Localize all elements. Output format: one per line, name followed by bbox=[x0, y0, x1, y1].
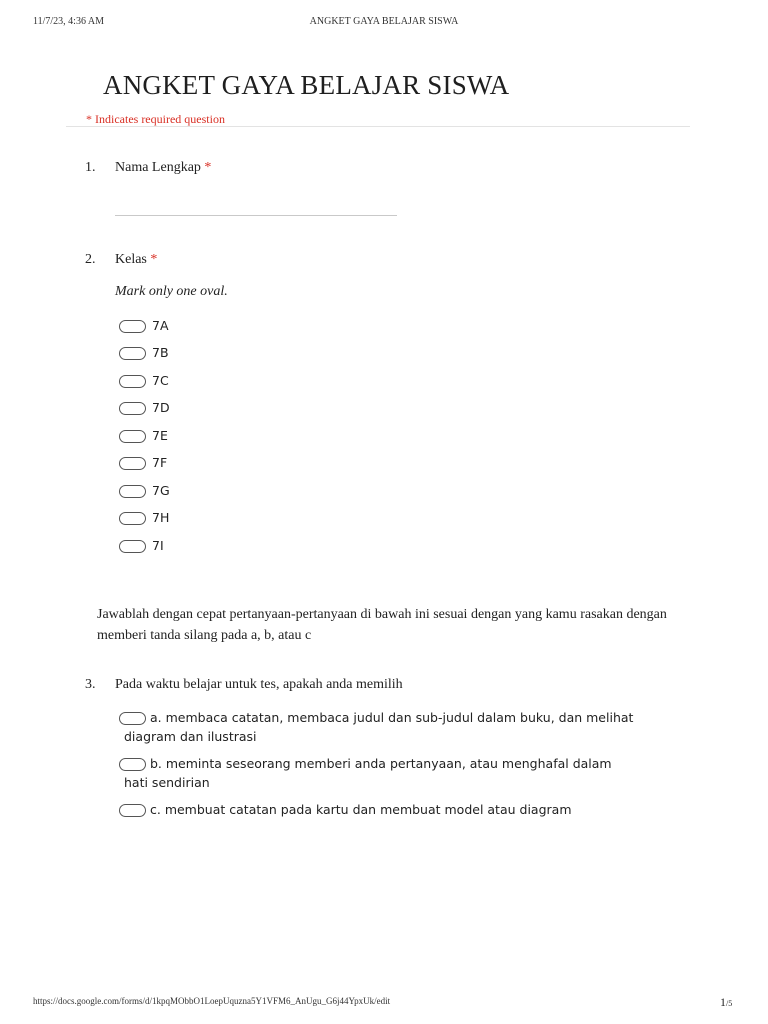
q3-option-a-line2: diagram dan ilustrasi bbox=[124, 729, 257, 744]
q1-title: Nama Lengkap bbox=[115, 160, 201, 175]
q2-option-7c[interactable] bbox=[119, 374, 169, 390]
title-divider bbox=[66, 126, 690, 127]
print-doc-title: ANGKET GAYA BELAJAR SISWA bbox=[309, 16, 459, 27]
q2-option-7i[interactable] bbox=[119, 539, 164, 555]
radio-oval[interactable] bbox=[119, 540, 146, 553]
radio-oval[interactable] bbox=[119, 320, 146, 333]
radio-oval[interactable] bbox=[119, 712, 146, 725]
q3-option-b-line1: b. meminta seseorang memberi anda pertanyaan, atau menghafal dalam bbox=[150, 756, 612, 771]
q2-option-7e[interactable] bbox=[119, 429, 168, 445]
q3-option-a[interactable] bbox=[119, 711, 639, 746]
q3-option-c[interactable] bbox=[119, 803, 639, 819]
q2-option-7b[interactable] bbox=[119, 346, 169, 362]
q3-option-b-line2: hati sendirian bbox=[124, 775, 210, 790]
q3-option-c-line1: c. membuat catatan pada kartu dan membuat model atau diagram bbox=[150, 802, 572, 817]
radio-oval[interactable] bbox=[119, 758, 146, 771]
q2-option-label: 7F bbox=[152, 455, 168, 470]
q3-option-a-line1: a. membaca catatan, membaca judul dan sub-judul dalam buku, dan melihat bbox=[150, 710, 634, 725]
q2-option-7h[interactable] bbox=[119, 511, 169, 527]
radio-oval[interactable] bbox=[119, 430, 146, 443]
q2-option-label: 7I bbox=[152, 538, 164, 553]
print-datetime: 11/7/23, 4:36 AM bbox=[33, 16, 105, 27]
radio-oval[interactable] bbox=[119, 804, 146, 817]
q2-required-star: * bbox=[150, 252, 158, 267]
page-current: 1 bbox=[720, 995, 726, 1009]
q2-option-label: 7H bbox=[152, 510, 170, 525]
q1-title-row bbox=[115, 160, 211, 176]
q2-option-label: 7G bbox=[152, 483, 170, 498]
q2-title: Kelas bbox=[115, 252, 147, 267]
q2-option-7f[interactable] bbox=[119, 456, 167, 472]
section-description: Jawablah dengan cepat pertanyaan-pertanyaan di bawah ini sesuai dengan yang kamu rasakan dengan memberi tanda silang pada a, b, atau c bbox=[97, 607, 667, 643]
q2-option-label: 7D bbox=[152, 400, 170, 415]
radio-oval[interactable] bbox=[119, 457, 146, 470]
print-footer-url: https://docs.google.com/forms/d/1kpqMObbO1LoepUquzna5Y1VFM6_AnUgu_G6j44YpxUk/edit bbox=[33, 996, 391, 1006]
radio-oval[interactable] bbox=[119, 485, 146, 498]
q2-option-label: 7C bbox=[152, 373, 169, 388]
q2-option-7g[interactable] bbox=[119, 484, 170, 500]
q1-required-star: * bbox=[204, 160, 212, 175]
q2-option-label: 7A bbox=[152, 318, 169, 333]
q3-title: Pada waktu belajar untuk tes, apakah anda memilih bbox=[115, 677, 403, 692]
q3-number: 3. bbox=[85, 677, 96, 692]
radio-oval[interactable] bbox=[119, 347, 146, 360]
q2-number: 2. bbox=[85, 252, 96, 267]
form-title: ANGKET GAYA BELAJAR SISWA bbox=[103, 70, 510, 100]
q2-option-label: 7B bbox=[152, 345, 169, 360]
q2-option-label: 7E bbox=[152, 428, 168, 443]
page-number bbox=[720, 995, 732, 1010]
required-note: * Indicates required question bbox=[86, 112, 225, 126]
radio-oval[interactable] bbox=[119, 402, 146, 415]
radio-oval[interactable] bbox=[119, 375, 146, 388]
q2-title-row bbox=[115, 252, 157, 268]
q1-number: 1. bbox=[85, 160, 96, 175]
q2-option-7d[interactable] bbox=[119, 401, 170, 417]
q1-answer-field[interactable] bbox=[115, 215, 397, 216]
q2-option-7a[interactable] bbox=[119, 319, 169, 335]
page-total: /5 bbox=[726, 999, 733, 1008]
q2-instruction: Mark only one oval. bbox=[115, 284, 228, 299]
q3-option-b[interactable] bbox=[119, 757, 639, 792]
radio-oval[interactable] bbox=[119, 512, 146, 525]
